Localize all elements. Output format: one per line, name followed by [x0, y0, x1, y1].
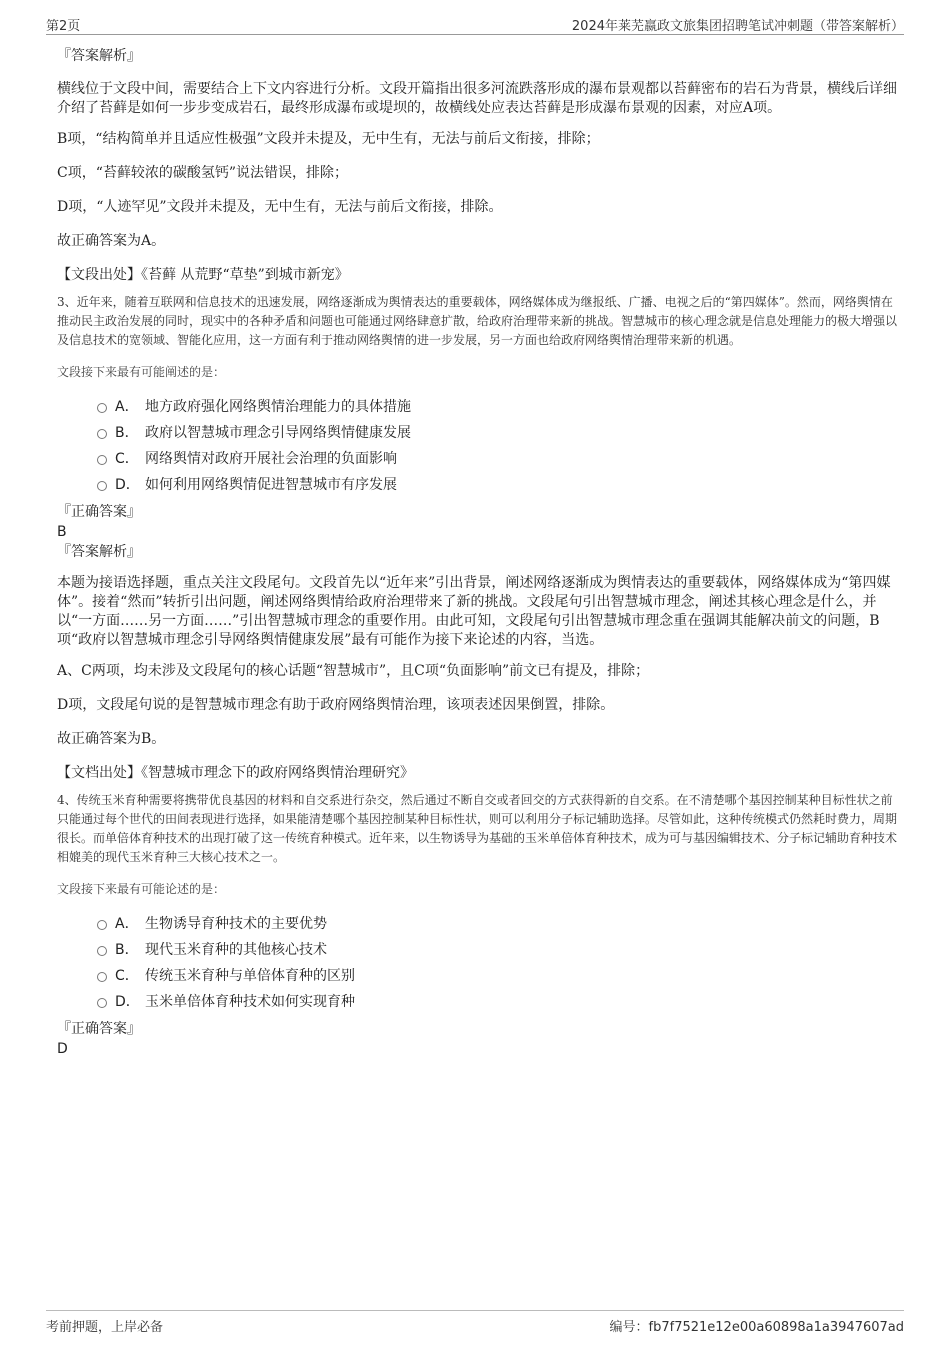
page-number: 第2页 — [46, 19, 81, 34]
option-list — [57, 394, 897, 498]
radio-icon[interactable] — [97, 998, 107, 1008]
question-stem: 4、传统玉米育种需要将携带优良基因的材料和自交系进行杂交，然后通过不断自交或者回交的方式获得新的自交系。在不清楚哪个基因控制某种目标性状之前只能通过每个世代的田间表现进行选择，如果能清楚哪个基因控制某种目标性状，则可以利用分子标记辅助选择。尽管如此，这种传统模式仍然耗时费力，周期很长。而单倍体育种技术的出现打破了这一传统育种模式。近年来，以生物诱导为基础的玉米单倍体育种技术，成为可与基因编辑技术、分子标记辅助育种技术相媲美的现代玉米育种三大核心技术之一。 — [57, 793, 898, 864]
option-c[interactable]: C． 传统玉米育种与单倍体育种的区别 — [97, 963, 897, 989]
option-b[interactable]: B． 政府以智慧城市理念引导网络舆情健康发展 — [97, 420, 897, 446]
document-code: 编号：fb7f7521e12e00a60898a1a3947607ad — [609, 1320, 904, 1335]
radio-icon[interactable] — [97, 946, 107, 956]
answer-label: 『正确答案』 — [57, 1021, 141, 1037]
q2-analysis-section — [57, 46, 897, 285]
radio-icon[interactable] — [97, 920, 107, 930]
footer-slogan: 考前押题，上岸必备 — [46, 1320, 164, 1335]
option-c[interactable]: C． 网络舆情对政府开展社会治理的负面影响 — [97, 446, 897, 472]
option-d[interactable]: D． 玉米单倍体育种技术如何实现育种 — [97, 989, 897, 1015]
analysis-label: 『答案解析』 — [57, 544, 141, 560]
option-b[interactable]: B． 现代玉米育种的其他核心技术 — [97, 937, 897, 963]
source-citation: 【文段出处】《苔藓 从荒野“草垫”到城市新宠》 — [57, 267, 349, 283]
radio-icon[interactable] — [97, 481, 107, 491]
page-footer — [46, 1310, 904, 1337]
question-prompt: 文段接下来最有可能阐述的是： — [57, 365, 226, 379]
document-body — [57, 46, 897, 1059]
question-stem: 3、近年来，随着互联网和信息技术的迅速发展，网络逐渐成为舆情表达的重要载体，网络媒体成为继报纸、广播、电视之后的“第四媒体”。然而，网络舆情在推动民主政治发展的同时，现实中的各种矛盾和问题也可能通过网络肆意扩散，给政府治理带来新的挑战。智慧城市的核心理念就是信息处理能力的极大增强以及信息技术的宽领域、智能化应用，这一方面有利于推动网络舆情的进一步发展，另一方面也给政府网络舆情治理带来新的机遇。 — [57, 295, 898, 347]
question-3 — [57, 293, 897, 783]
question-prompt: 文段接下来最有可能论述的是： — [57, 882, 226, 896]
option-a[interactable]: A． 生物诱导育种技术的主要优势 — [97, 911, 897, 937]
correct-answer: D — [57, 1041, 68, 1057]
radio-icon[interactable] — [97, 429, 107, 439]
question-4 — [57, 791, 897, 1059]
radio-icon[interactable] — [97, 972, 107, 982]
analysis-paragraph: 故正确答案为B。 — [57, 731, 166, 747]
radio-icon[interactable] — [97, 403, 107, 413]
radio-icon[interactable] — [97, 455, 107, 465]
analysis-paragraph: 故正确答案为A。 — [57, 233, 166, 249]
page-header — [46, 14, 904, 35]
source-citation: 【文档出处】《智慧城市理念下的政府网络舆情治理研究》 — [57, 765, 414, 781]
answer-label: 『正确答案』 — [57, 504, 141, 520]
correct-answer: B — [57, 524, 67, 540]
analysis-paragraph: D项，文段尾句说的是智慧城市理念有助于政府网络舆情治理，该项表述因果倒置，排除。 — [57, 697, 615, 713]
analysis-paragraph: 横线位于文段中间，需要结合上下文内容进行分析。文段开篇指出很多河流跌落形成的瀑布景观都以苔藓密布的岩石为背景，横线后详细介绍了苔藓是如何一步步变成岩石，最终形成瀑布或堤坝的，故横线处应表达苔藓是形成瀑布景观的因素，对应A项。 — [57, 81, 897, 116]
analysis-paragraph: 本题为接语选择题，重点关注文段尾句。文段首先以“近年来”引出背景，阐述网络逐渐成为舆情表达的重要载体，网络媒体成为“第四媒体”。接着“然而”转折引出问题，阐述网络舆情给政府治理带来了新的挑战。文段尾句引出智慧城市理念，阐述其核心理念是什么，并以“一方面……另一方面……”引出智慧城市理念的重要作用。由此可知，文段尾句引出智慧城市理念重在强调其能解决前文的问题，B项“政府以智慧城市理念引导网络舆情健康发展”最有可能作为接下来论述的内容，当选。 — [57, 575, 891, 648]
document-title: 2024年莱芜嬴政文旅集团招聘笔试冲刺题（带答案解析） — [571, 19, 904, 34]
analysis-paragraph: D项，“人迹罕见”文段并未提及，无中生有，无法与前后文衔接，排除。 — [57, 199, 503, 215]
analysis-paragraph: B项，“结构简单并且适应性极强”文段并未提及，无中生有，无法与前后文衔接，排除； — [57, 131, 600, 147]
option-list — [57, 911, 897, 1015]
option-a[interactable]: A． 地方政府强化网络舆情治理能力的具体措施 — [97, 394, 897, 420]
option-d[interactable]: D． 如何利用网络舆情促进智慧城市有序发展 — [97, 472, 897, 498]
analysis-paragraph: A、C两项，均未涉及文段尾句的核心话题“智慧城市”，且C项“负面影响”前文已有提及，排除； — [57, 663, 650, 679]
analysis-label: 『答案解析』 — [57, 48, 141, 64]
analysis-paragraph: C项，“苔藓较浓的碳酸氢钙”说法错误，排除； — [57, 165, 349, 181]
